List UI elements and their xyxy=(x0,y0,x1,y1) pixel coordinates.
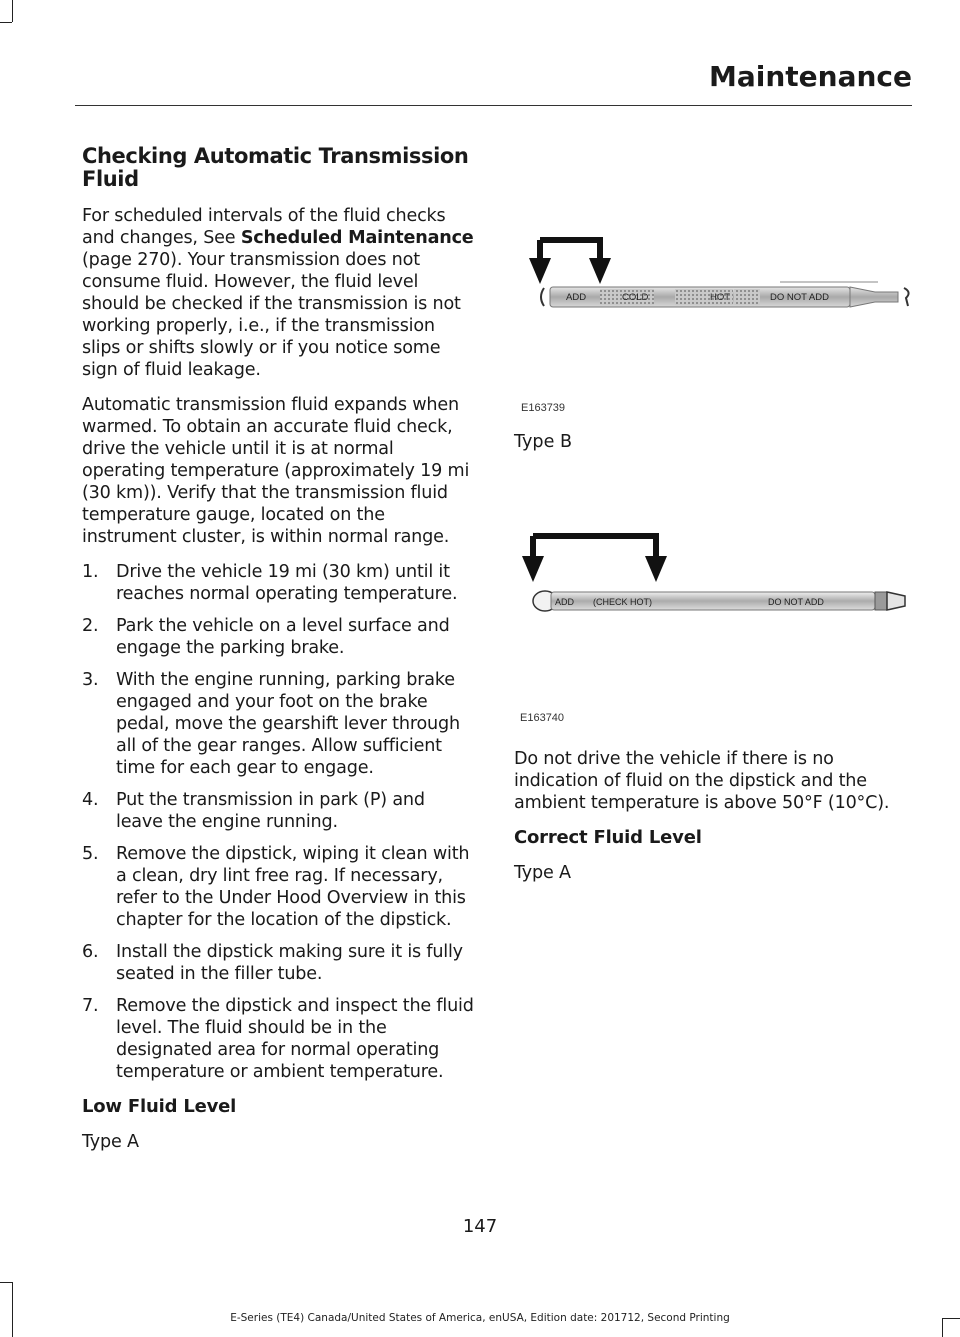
dipstick xyxy=(533,591,905,611)
list-item xyxy=(82,941,474,985)
dipstick-figure-type-a xyxy=(520,230,920,330)
arrow-bracket xyxy=(522,536,667,582)
left-column xyxy=(82,145,474,1166)
step-number: 6. xyxy=(82,942,99,962)
list-item xyxy=(82,789,474,833)
step-text: Remove the dipstick, wiping it clean with a clean, dry lint free rag. If necessary, refer to the Under Hood Overview in this chapter for the location of the dipstick. xyxy=(116,844,470,930)
figure-code: E163739 xyxy=(521,402,566,414)
intro-paragraph xyxy=(82,205,474,381)
step-number: 4. xyxy=(82,790,99,810)
fig1-label-hot: HOT xyxy=(710,292,731,303)
crop-mark xyxy=(0,22,12,23)
fig1-label-add: ADD xyxy=(566,292,587,303)
page-title: Maintenance xyxy=(708,60,912,93)
step-number: 1. xyxy=(82,562,99,582)
fig2-label-do-not-add: DO NOT ADD xyxy=(768,597,824,607)
footer-edition-text: E-Series (TE4) Canada/United States of America, enUSA, Edition date: 201712, Second Printing xyxy=(230,1312,730,1324)
type-b-label: Type B xyxy=(514,432,573,452)
header-rule xyxy=(75,105,912,106)
arrow-bracket xyxy=(529,240,611,284)
correct-fluid-heading: Correct Fluid Level xyxy=(514,827,702,848)
list-item xyxy=(82,669,474,779)
dipstick-figure-type-b xyxy=(515,528,915,628)
step-text: Remove the dipstick and inspect the fluid level. The fluid should be in the designated area for normal operating temperature or ambient temperature. xyxy=(116,996,474,1082)
fig2-label-add: ADD xyxy=(555,597,575,607)
step-number: 2. xyxy=(82,616,99,636)
fig1-label-do-not-add: DO NOT ADD xyxy=(770,292,829,303)
list-item xyxy=(82,843,474,931)
procedure-steps xyxy=(82,561,474,1083)
crop-mark xyxy=(12,0,13,22)
figure-code: E163740 xyxy=(520,712,565,724)
fig1-label-cold: COLD xyxy=(622,292,649,303)
arrow-down-icon xyxy=(645,556,667,582)
arrow-down-icon xyxy=(522,556,544,582)
step-text: Put the transmission in park (P) and leave the engine running. xyxy=(116,790,425,832)
low-fluid-type: Type A xyxy=(82,1132,139,1152)
step-text: Drive the vehicle 19 mi (30 km) until it reaches normal operating temperature. xyxy=(116,562,458,604)
right-column-text xyxy=(514,748,914,897)
step-text: Install the dipstick making sure it is fully seated in the filler tube. xyxy=(116,942,463,984)
crop-mark xyxy=(12,1282,13,1337)
list-item xyxy=(82,615,474,659)
scheduled-maintenance-link[interactable]: Scheduled Maintenance xyxy=(240,228,474,248)
step-number: 7. xyxy=(82,996,99,1016)
step-number: 3. xyxy=(82,670,99,690)
low-fluid-heading: Low Fluid Level xyxy=(82,1096,237,1117)
warning-paragraph: Do not drive the vehicle if there is no indication of fluid on the dipstick and the ambient temperature is above 50°F (10°C). xyxy=(514,749,890,813)
section-heading: Checking Automatic Transmission Fluid xyxy=(82,144,469,191)
list-item xyxy=(82,561,474,605)
intro-text: For scheduled intervals of the fluid checks and changes, See xyxy=(82,206,446,248)
step-number: 5. xyxy=(82,844,99,864)
page-number: 147 xyxy=(462,1216,498,1237)
step-text: Park the vehicle on a level surface and engage the parking brake. xyxy=(116,616,450,658)
crop-mark xyxy=(0,1282,12,1283)
intro-text-rest: (page 270). Your transmission does not consume fluid. However, the fluid level should be checked if the transmission is not working properly, i.e., if the transmission slips or shifts slowly or if you notice some sign of fluid leakage. xyxy=(82,250,461,380)
step-text: With the engine running, parking brake engaged and your foot on the brake pedal, move the gearshift lever through all of the gear ranges. Allow sufficient time for each gear to engage. xyxy=(116,670,460,778)
fluid-expansion-paragraph: Automatic transmission fluid expands when warmed. To obtain an accurate fluid check, drive the vehicle until it is at normal operating temperature (approximately 19 mi (30 km)). Verify that the transmission fluid temperature gauge, located on the instrument cluster, is within normal range. xyxy=(82,395,470,547)
arrow-down-icon xyxy=(529,258,551,284)
list-item xyxy=(82,995,474,1083)
fig2-label-check-hot: (CHECK HOT) xyxy=(593,597,652,607)
correct-fluid-type: Type A xyxy=(514,863,571,883)
arrow-down-icon xyxy=(589,258,611,284)
